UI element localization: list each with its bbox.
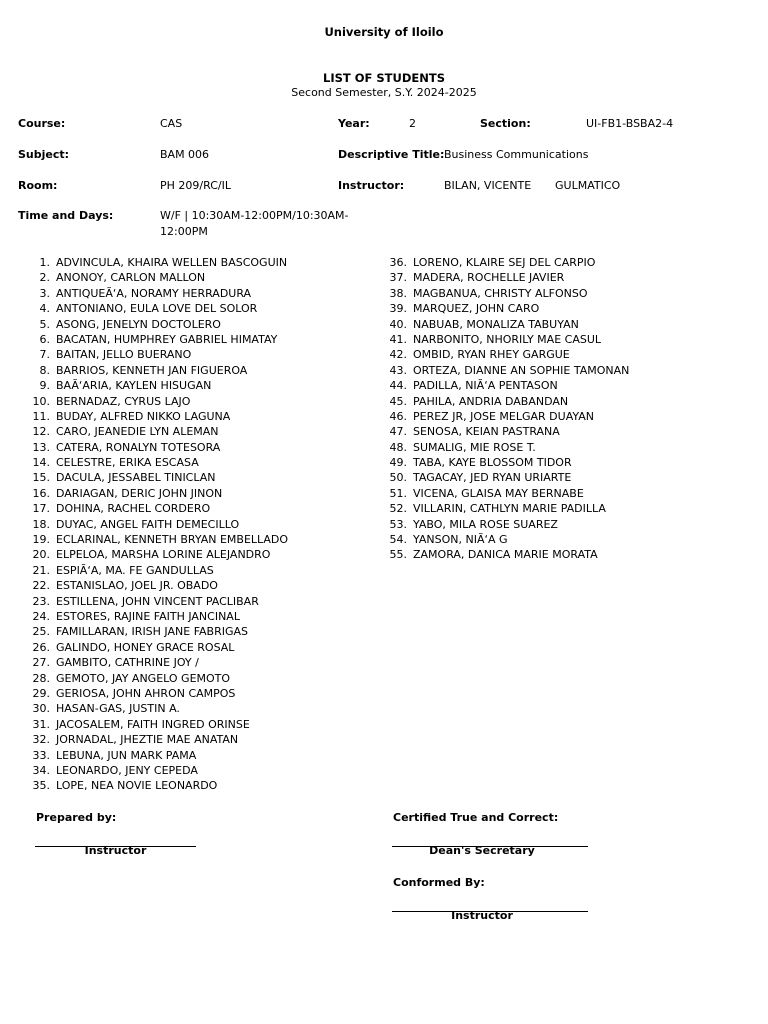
student-row (383, 394, 569, 409)
semester-line: Second Semester, S.Y. 2024-2025 (291, 86, 477, 99)
conformed-label: Conformed By: (393, 876, 485, 889)
student-list-right (383, 255, 630, 563)
student-number: 24. (32, 609, 50, 623)
student-name: LORENO, KLAIRE SEJ DEL CARPIO (413, 256, 596, 269)
student-name: BACATAN, HUMPHREY GABRIEL HIMATAY (56, 332, 278, 346)
student-row (26, 486, 223, 501)
student-row (383, 486, 584, 501)
student-number: 8. (39, 363, 50, 377)
student-number: 20. (32, 548, 50, 562)
student-number: 11. (32, 409, 50, 423)
student-row (26, 547, 271, 562)
student-name: NARBONITO, NHORILY MAE CASUL (413, 332, 602, 346)
student-name: JORNADAL, JHEZTIE MAE ANATAN (56, 733, 239, 747)
student-number: 36. (389, 256, 407, 269)
course-label: Course: (18, 117, 66, 130)
student-number: 5. (39, 317, 50, 331)
student-row (383, 409, 594, 424)
student-name: ANTIQUEÃ‘A, NORAMY HERRADURA (56, 286, 252, 300)
student-name: ZAMORA, DANICA MARIE MORATA (413, 548, 598, 562)
student-name: BERNADAZ, CYRUS LAJO (56, 394, 191, 408)
student-row (26, 501, 211, 516)
student-name: FAMILLARAN, IRISH JANE FABRIGAS (56, 625, 248, 639)
student-name: ESTANISLAO, JOEL JR. OBADO (56, 579, 218, 593)
student-number: 37. (389, 271, 407, 285)
instructor-name: BILAN, VICENTE (444, 179, 532, 192)
student-row (383, 440, 536, 455)
descriptive-title-label: Descriptive Title: (338, 148, 445, 161)
student-number: 16. (32, 486, 50, 500)
student-number: 46. (389, 409, 407, 423)
student-row (26, 424, 219, 439)
student-number: 6. (39, 332, 50, 346)
section-value: UI-FB1-BSBA2-4 (586, 117, 674, 130)
student-number: 27. (32, 656, 50, 670)
student-row (26, 594, 259, 609)
student-name: GALINDO, HONEY GRACE ROSAL (56, 640, 235, 654)
student-number: 31. (32, 717, 50, 731)
student-list-left (26, 255, 289, 794)
prepared-role: Instructor (84, 844, 147, 857)
student-row (26, 317, 221, 332)
student-number: 21. (32, 563, 50, 577)
student-number: 34. (32, 763, 50, 777)
student-row (26, 532, 289, 547)
student-number: 25. (32, 625, 50, 639)
student-number: 40. (389, 317, 407, 331)
student-row (383, 347, 570, 362)
subject-value: BAM 006 (160, 148, 210, 161)
student-row (26, 563, 214, 578)
student-row (26, 517, 240, 532)
student-row (383, 286, 588, 301)
student-name: ESTORES, RAJINE FAITH JANCINAL (56, 609, 240, 623)
year-label: Year: (338, 117, 370, 130)
student-row (26, 609, 240, 624)
student-row (383, 532, 508, 547)
student-row (26, 332, 278, 347)
student-number: 53. (389, 517, 407, 531)
student-number: 52. (389, 502, 407, 516)
student-number: 12. (32, 425, 50, 439)
student-number: 14. (32, 456, 50, 470)
student-name: ESPIÃ‘A, MA. FE GANDULLAS (56, 563, 214, 577)
student-name: ORTEZA, DIANNE AN SOPHIE TAMONAN (413, 363, 630, 377)
student-row (383, 501, 606, 516)
student-number: 1. (39, 256, 50, 269)
student-row (26, 440, 221, 455)
instructor-label: Instructor: (338, 179, 405, 192)
course-value: CAS (160, 117, 183, 130)
document-title: LIST OF STUDENTS (323, 71, 445, 85)
student-number: 42. (389, 348, 407, 362)
student-name: DOHINA, RACHEL CORDERO (56, 502, 211, 516)
student-row (383, 378, 558, 393)
student-name: ANTONIANO, EULA LOVE DEL SOLOR (56, 302, 258, 316)
student-name: DUYAC, ANGEL FAITH DEMECILLO (56, 517, 240, 531)
student-number: 23. (32, 594, 50, 608)
student-name: LEONARDO, JENY CEPEDA (56, 763, 198, 777)
student-name: MARQUEZ, JOHN CARO (413, 302, 540, 316)
student-row (26, 455, 199, 470)
student-number: 17. (32, 502, 50, 516)
student-row (26, 578, 218, 593)
student-number: 30. (32, 702, 50, 716)
student-number: 18. (32, 517, 50, 531)
student-row (383, 270, 565, 285)
student-number: 4. (39, 302, 50, 316)
student-row (383, 317, 579, 332)
student-number: 45. (389, 394, 407, 408)
student-number: 26. (32, 640, 50, 654)
student-row (383, 255, 596, 270)
certified-role: Dean's Secretary (429, 844, 535, 857)
student-row (26, 763, 198, 778)
student-name: BAITAN, JELLO BUERANO (56, 348, 192, 362)
student-name: ADVINCULA, KHAIRA WELLEN BASCOGUIN (56, 256, 288, 269)
student-number: 55. (389, 548, 407, 562)
student-name: SENOSA, KEIAN PASTRANA (413, 425, 560, 439)
subject-label: Subject: (18, 148, 70, 161)
student-row (383, 332, 602, 347)
student-number: 48. (389, 440, 407, 454)
student-name: ASONG, JENELYN DOCTOLERO (56, 317, 221, 331)
student-number: 15. (32, 471, 50, 485)
student-name: BUDAY, ALFRED NIKKO LAGUNA (56, 409, 231, 423)
time-days-value-line2: 12:00PM (160, 225, 208, 238)
student-row (26, 701, 180, 716)
student-row (26, 363, 248, 378)
prepared-by-label: Prepared by: (36, 811, 117, 824)
student-name: ECLARINAL, KENNETH BRYAN EMBELLADO (56, 533, 289, 547)
student-row (26, 640, 235, 655)
student-row (383, 517, 558, 532)
student-name: YABO, MILA ROSE SUAREZ (413, 517, 558, 531)
student-name: BARRIOS, KENNETH JAN FIGUEROA (56, 363, 248, 377)
year-value: 2 (409, 117, 416, 130)
time-days-label: Time and Days: (18, 209, 114, 222)
student-name: TABA, KAYE BLOSSOM TIDOR (413, 456, 572, 470)
student-number: 54. (389, 533, 407, 547)
student-number: 41. (389, 332, 407, 346)
student-number: 10. (32, 394, 50, 408)
section-label: Section: (480, 117, 531, 130)
student-name: PADILLA, NIÃ‘A PENTASON (413, 379, 558, 393)
student-name: GAMBITO, CATHRINE JOY / (56, 656, 199, 670)
student-row (383, 301, 540, 316)
student-number: 2. (39, 271, 50, 285)
student-row (26, 470, 216, 485)
student-name: MADERA, ROCHELLE JAVIER (413, 271, 565, 285)
student-row (26, 378, 212, 393)
student-number: 47. (389, 425, 407, 439)
student-row (26, 286, 252, 301)
student-name: LEBUNA, JUN MARK PAMA (56, 748, 197, 762)
student-number: 49. (389, 456, 407, 470)
student-row (26, 686, 236, 701)
student-row (26, 778, 218, 793)
student-row (26, 270, 206, 285)
student-number: 19. (32, 533, 50, 547)
student-name: LOPE, NEA NOVIE LEONARDO (56, 779, 218, 793)
conformed-role: Instructor (451, 909, 513, 922)
student-row (26, 655, 199, 670)
student-row (383, 470, 572, 485)
university-name: University of Iloilo (324, 25, 444, 39)
student-number: 29. (32, 686, 50, 700)
student-number: 44. (389, 379, 407, 393)
student-row (26, 394, 191, 409)
student-name: JACOSALEM, FAITH INGRED ORINSE (56, 717, 250, 731)
student-name: GEMOTO, JAY ANGELO GEMOTO (56, 671, 231, 685)
student-name: ESTILLENA, JOHN VINCENT PACLIBAR (56, 594, 259, 608)
student-number: 38. (389, 286, 407, 300)
student-number: 50. (389, 471, 407, 485)
student-number: 28. (32, 671, 50, 685)
time-days-value-line1: W/F | 10:30AM-12:00PM/10:30AM- (160, 209, 349, 222)
student-name: YANSON, NIÃ‘A G (413, 533, 508, 547)
student-number: 13. (32, 440, 50, 454)
student-row (383, 424, 560, 439)
student-name: CARO, JEANEDIE LYN ALEMAN (56, 425, 219, 439)
student-number: 22. (32, 579, 50, 593)
student-row (26, 409, 231, 424)
student-name: SUMALIG, MIE ROSE T. (413, 440, 536, 454)
student-row (26, 671, 231, 686)
room-label: Room: (18, 179, 58, 192)
student-name: DACULA, JESSABEL TINICLAN (56, 471, 216, 485)
student-name: PEREZ JR, JOSE MELGAR DUAYAN (413, 409, 594, 423)
student-number: 9. (39, 379, 50, 393)
student-row (26, 748, 197, 763)
student-row (26, 624, 248, 639)
student-number: 7. (39, 348, 50, 362)
student-number: 33. (32, 748, 50, 762)
student-number: 51. (389, 486, 407, 500)
student-name: ANONOY, CARLON MALLON (56, 271, 206, 285)
student-number: 35. (32, 779, 50, 793)
student-name: ELPELOA, MARSHA LORINE ALEJANDRO (56, 548, 271, 562)
student-row (26, 255, 288, 270)
student-number: 3. (39, 286, 50, 300)
student-row (383, 547, 598, 562)
student-name: CELESTRE, ERIKA ESCASA (56, 456, 199, 470)
student-name: PAHILA, ANDRIA DABANDAN (413, 394, 569, 408)
student-name: GERIOSA, JOHN AHRON CAMPOS (56, 686, 236, 700)
student-name: DARIAGAN, DERIC JOHN JINON (56, 486, 223, 500)
student-name: OMBID, RYAN RHEY GARGUE (413, 348, 570, 362)
student-row (383, 455, 572, 470)
student-name: BAÃ‘ARIA, KAYLEN HISUGAN (56, 379, 212, 393)
student-name: VICENA, GLAISA MAY BERNABE (413, 486, 584, 500)
student-row (383, 363, 630, 378)
student-name: HASAN-GAS, JUSTIN A. (56, 702, 180, 716)
student-row (26, 732, 239, 747)
student-name: MAGBANUA, CHRISTY ALFONSO (413, 286, 588, 300)
student-number: 32. (32, 733, 50, 747)
certified-label: Certified True and Correct: (393, 811, 559, 824)
student-row (26, 717, 250, 732)
student-number: 39. (389, 302, 407, 316)
instructor-name-extra: GULMATICO (555, 179, 621, 192)
descriptive-title-value: Business Communications (444, 148, 589, 161)
student-name: CATERA, RONALYN TOTESORA (56, 440, 221, 454)
room-value: PH 209/RC/IL (160, 179, 231, 192)
student-number: 43. (389, 363, 407, 377)
student-name: NABUAB, MONALIZA TABUYAN (413, 317, 579, 331)
student-row (26, 301, 258, 316)
student-name: TAGACAY, JED RYAN URIARTE (413, 471, 572, 485)
student-row (26, 347, 192, 362)
student-name: VILLARIN, CATHLYN MARIE PADILLA (413, 502, 606, 516)
